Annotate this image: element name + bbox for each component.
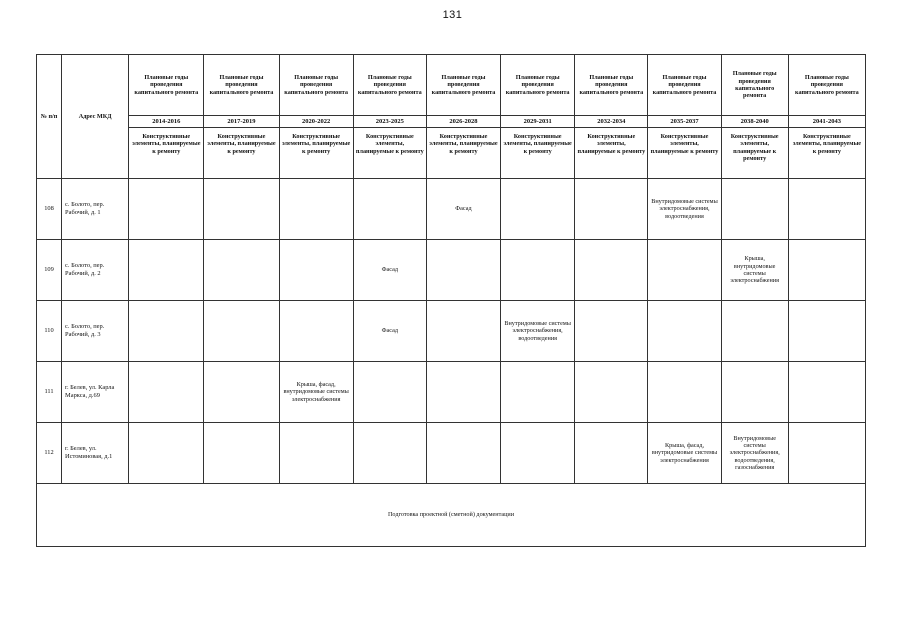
repair-elements-cell — [788, 423, 865, 484]
period-header: 2020-2022 — [279, 116, 353, 128]
column-header-address: Адрес МКД — [62, 55, 129, 179]
table-row — [37, 423, 866, 484]
repair-elements-cell — [788, 240, 865, 301]
repair-elements-cell — [788, 301, 865, 362]
elements-label: Конструктивные элементы, планируемые к ремонту — [426, 128, 500, 179]
row-address: г. Белев, ул. Истоминовая, д.1 — [62, 423, 129, 484]
repair-elements-cell — [501, 179, 575, 240]
repair-elements-cell — [575, 179, 648, 240]
period-header: 2014-2016 — [129, 116, 204, 128]
period-header: 2029-2031 — [501, 116, 575, 128]
elements-label: Конструктивные элементы, планируемые к ремонту — [353, 128, 426, 179]
planned-years-label: Плановые годы проведения капитального ремонта — [204, 55, 279, 116]
repair-elements-cell: Фасад — [353, 240, 426, 301]
row-number: 108 — [37, 179, 62, 240]
row-address: с. Болото, пер. Рабочий, д. 3 — [62, 301, 129, 362]
repair-elements-cell — [788, 179, 865, 240]
repair-elements-cell: Внутридомовые системы электроснабжения, водоотведения — [501, 301, 575, 362]
repair-elements-cell — [721, 362, 788, 423]
design-documentation-note: Подготовка проектной (сметной) документации — [37, 484, 866, 547]
repair-elements-cell: Крыша, внутридомовые системы электроснабжения — [721, 240, 788, 301]
planned-years-label: Плановые годы проведения капитального ремонта — [353, 55, 426, 116]
planned-years-label: Плановые годы проведения капитального ремонта — [501, 55, 575, 116]
page-number: 131 — [442, 9, 463, 21]
repair-elements-cell — [575, 301, 648, 362]
repair-elements-cell — [788, 362, 865, 423]
repair-elements-cell — [353, 362, 426, 423]
repair-elements-cell — [129, 362, 204, 423]
elements-label: Конструктивные элементы, планируемые к ремонту — [721, 128, 788, 179]
period-header: 2017-2019 — [204, 116, 279, 128]
elements-label: Конструктивные элементы, планируемые к ремонту — [575, 128, 648, 179]
repair-elements-cell — [129, 240, 204, 301]
elements-label: Конструктивные элементы, планируемые к ремонту — [204, 128, 279, 179]
repair-elements-cell — [426, 301, 500, 362]
repair-elements-cell — [501, 362, 575, 423]
repair-elements-cell — [648, 362, 721, 423]
period-header: 2026-2028 — [426, 116, 500, 128]
planned-years-label: Плановые годы проведения капитального ремонта — [648, 55, 721, 116]
row-address: с. Болото, пер. Рабочий, д. 2 — [62, 240, 129, 301]
table-row — [37, 301, 866, 362]
repair-elements-cell — [279, 423, 353, 484]
period-header: 2035-2037 — [648, 116, 721, 128]
repair-elements-cell — [129, 423, 204, 484]
repair-elements-cell — [204, 301, 279, 362]
row-address: г. Белев, ул. Карла Маркса, д.69 — [62, 362, 129, 423]
repair-elements-cell — [575, 423, 648, 484]
planned-years-label: Плановые годы проведения капитального ремонта — [279, 55, 353, 116]
table-row — [37, 179, 866, 240]
header-row-elements — [37, 128, 866, 179]
planned-years-label: Плановые годы проведения капитального ремонта — [426, 55, 500, 116]
planned-years-label: Плановые годы проведения капитального ремонта — [788, 55, 865, 116]
repair-elements-cell — [353, 179, 426, 240]
elements-label: Конструктивные элементы, планируемые к ремонту — [279, 128, 353, 179]
elements-label: Конструктивные элементы, планируемые к ремонту — [129, 128, 204, 179]
header-row-periods — [37, 116, 866, 128]
table-row — [37, 362, 866, 423]
repair-elements-cell — [501, 240, 575, 301]
repair-elements-cell: Внутридомовые системы электроснабжения, водоотведения — [648, 179, 721, 240]
elements-label: Конструктивные элементы, планируемые к ремонту — [788, 128, 865, 179]
repair-elements-cell: Внутридомовые системы электроснабжения, водоотведения, газоснабжения — [721, 423, 788, 484]
row-number: 112 — [37, 423, 62, 484]
repair-elements-cell — [279, 240, 353, 301]
column-header-number: № п/п — [37, 55, 62, 179]
repair-elements-cell — [129, 301, 204, 362]
repair-elements-cell — [279, 301, 353, 362]
planned-years-label: Плановые годы проведения капитального ремонта — [721, 55, 788, 116]
repair-elements-cell — [501, 423, 575, 484]
period-header: 2038-2040 — [721, 116, 788, 128]
planned-years-label: Плановые годы проведения капитального ремонта — [129, 55, 204, 116]
row-address: с. Болото, пер. Рабочий, д. 1 — [62, 179, 129, 240]
repair-elements-cell — [353, 423, 426, 484]
repair-elements-cell: Крыша, фасад, внутридомовые системы электроснабжения — [279, 362, 353, 423]
repair-elements-cell — [426, 362, 500, 423]
repair-elements-cell — [648, 301, 721, 362]
repair-elements-cell — [721, 179, 788, 240]
elements-label: Конструктивные элементы, планируемые к ремонту — [501, 128, 575, 179]
period-header: 2023-2025 — [353, 116, 426, 128]
elements-label: Конструктивные элементы, планируемые к ремонту — [648, 128, 721, 179]
repair-elements-cell — [204, 179, 279, 240]
header-row-planned-years — [37, 55, 866, 116]
period-header: 2032-2034 — [575, 116, 648, 128]
repair-elements-cell — [426, 240, 500, 301]
repair-elements-cell: Фасад — [353, 301, 426, 362]
footer-row — [37, 484, 866, 547]
period-header: 2041-2043 — [788, 116, 865, 128]
table-row — [37, 240, 866, 301]
planned-years-label: Плановые годы проведения капитального ремонта — [575, 55, 648, 116]
repair-elements-cell — [721, 301, 788, 362]
repair-elements-cell — [426, 423, 500, 484]
repair-elements-cell — [204, 362, 279, 423]
repair-elements-cell — [204, 240, 279, 301]
repair-elements-cell: Крыша, фасад, внутридомовые системы электроснабжения — [648, 423, 721, 484]
repair-elements-cell — [648, 240, 721, 301]
repair-elements-cell — [129, 179, 204, 240]
repair-elements-cell — [575, 240, 648, 301]
row-number: 111 — [37, 362, 62, 423]
repair-elements-cell: Фасад — [426, 179, 500, 240]
row-number: 110 — [37, 301, 62, 362]
repair-elements-cell — [204, 423, 279, 484]
repair-elements-cell — [575, 362, 648, 423]
capital-repair-plan-table — [36, 54, 866, 547]
row-number: 109 — [37, 240, 62, 301]
repair-elements-cell — [279, 179, 353, 240]
